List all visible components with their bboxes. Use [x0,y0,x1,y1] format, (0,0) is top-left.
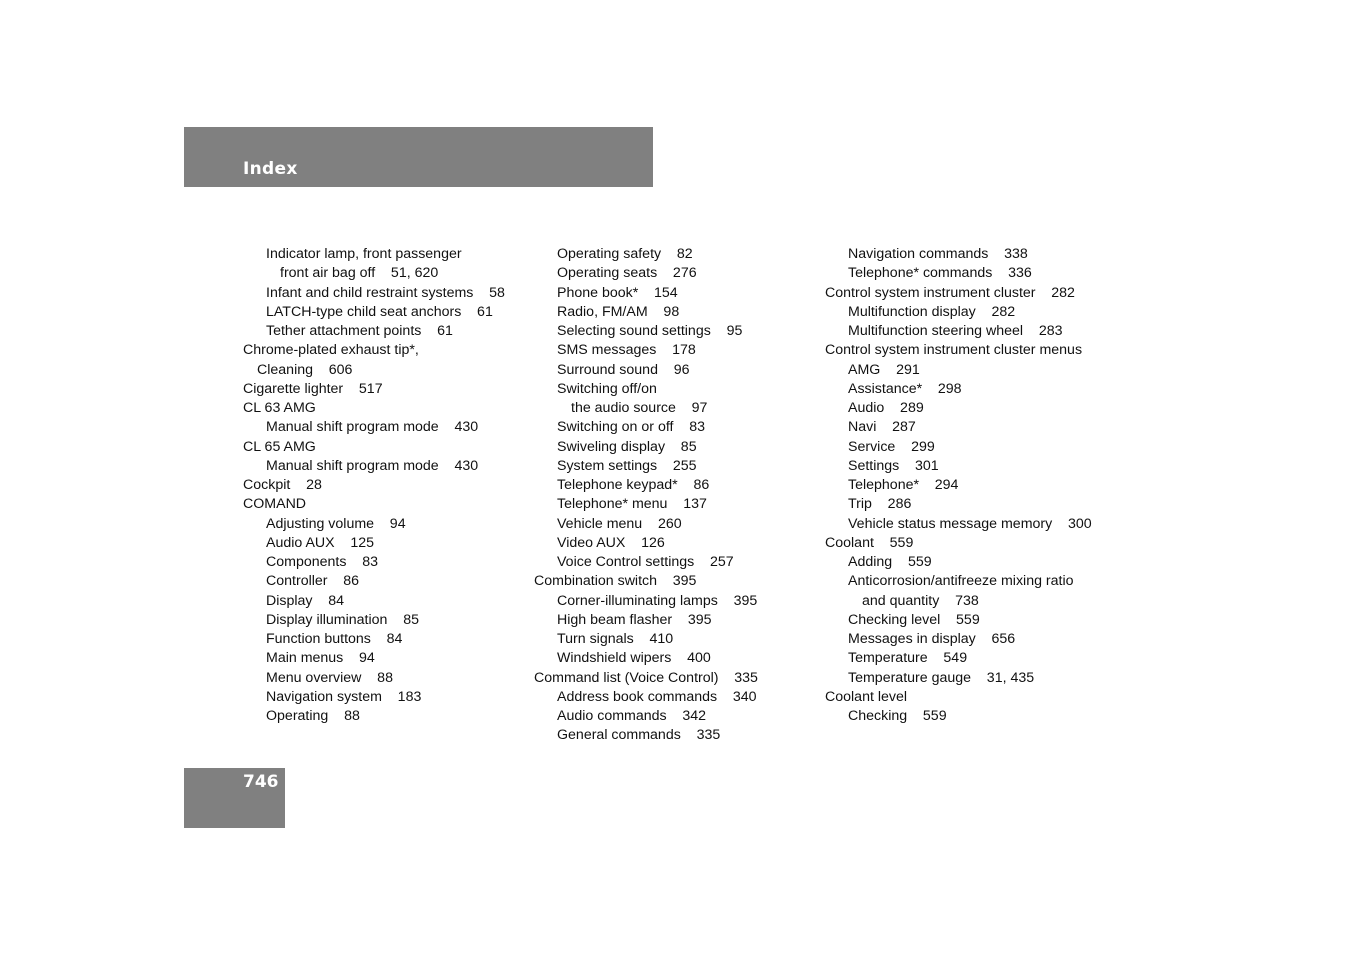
index-column-1 [243,245,505,726]
index-subentry: Voice Control settings 257 [557,554,734,570]
index-subentry: Operating 88 [266,708,360,724]
index-subentry: Temperature gauge 31, 435 [848,669,1035,686]
index-subentry: High beam flasher 395 [557,611,712,628]
index-subentry: Temperature 549 [848,650,968,667]
index-subentry: Telephone keypad* 86 [557,477,710,493]
index-entry: CL 63 AMG [243,400,316,416]
header-bar [184,127,653,187]
index-subentry: Multifunction steering wheel 283 [848,323,1063,339]
index-subentry: Operating safety 82 [557,246,693,262]
index-subentry: Video AUX 126 [557,534,665,551]
index-subentry: Vehicle menu 260 [557,515,682,532]
index-subentry: Windshield wipers 400 [557,650,711,667]
page-title: Index [243,159,298,179]
index-subentry: Settings 301 [848,457,939,474]
index-entry: Cigarette lighter 517 [243,380,383,397]
index-column-2 [534,245,758,746]
index-subentry: and quantity 738 [862,592,979,609]
index-subentry: Swiveling display 85 [557,438,697,455]
index-subentry: Corner-illuminating lamps 395 [557,592,758,609]
index-subentry: Navigation system 183 [266,688,422,705]
index-subentry: Display 84 [266,592,345,609]
index-subentry: Checking 559 [848,708,947,724]
index-subentry: Turn signals 410 [557,631,674,647]
index-subentry: Radio, FM/AM 98 [557,303,680,320]
index-subentry: LATCH-type child seat anchors 61 [266,303,493,320]
index-subentry: Switching on or off 83 [557,419,706,436]
index-entry: Coolant 559 [825,534,914,551]
index-subentry: the audio source 97 [571,400,708,416]
index-subentry: Navi 287 [848,419,916,436]
index-subentry: Audio 289 [848,400,924,416]
index-subentry: Adding 559 [848,554,932,570]
page-number: 746 [243,772,279,792]
index-subentry: Anticorrosion/antifreeze mixing ratio [848,573,1074,590]
index-subentry: Infant and child restraint systems 58 [266,284,505,301]
index-subentry: Trip 286 [848,496,912,513]
index-subentry: Audio AUX 125 [266,534,375,551]
index-subentry: Operating seats 276 [557,265,697,282]
index-subentry: SMS messages 178 [557,342,696,359]
index-subentry: Indicator lamp, front passenger [266,246,462,262]
index-subentry: Selecting sound settings 95 [557,323,743,339]
index-subentry: Telephone* 294 [848,477,959,493]
index-subentry: Main menus 94 [266,650,375,667]
page-number-box [184,768,285,828]
index-subentry: General commands 335 [557,727,721,744]
index-subentry: Checking level 559 [848,611,980,628]
index-subentry: Cleaning 606 [257,361,353,378]
index-entry: Control system instrument cluster menus [825,342,1083,359]
index-subentry: Phone book* 154 [557,284,678,301]
index-entry: Cockpit 28 [243,477,322,493]
index-subentry: Service 299 [848,438,935,455]
index-entry: CL 65 AMG [243,438,316,455]
index-entry: Combination switch 395 [534,573,697,590]
index-subentry: Manual shift program mode 430 [266,419,479,436]
index-subentry: Components 83 [266,554,378,570]
index-subentry: Address book commands 340 [557,688,757,705]
index-subentry: Messages in display 656 [848,631,1016,647]
index-entry: Chrome-plated exhaust tip*, [243,342,419,359]
index-entry: Control system instrument cluster 282 [825,284,1075,301]
index-subentry: Surround sound 96 [557,361,690,378]
index-subentry: Vehicle status message memory 300 [848,515,1092,532]
index-subentry: Telephone* commands 336 [848,265,1032,282]
index-subentry: System settings 255 [557,457,697,474]
index-column-3 [825,245,1092,726]
index-subentry: Assistance* 298 [848,380,962,397]
index-entry: COMAND [243,496,307,513]
index-subentry: Telephone* menu 137 [557,496,707,513]
index-subentry: Navigation commands 338 [848,246,1028,262]
index-subentry: front air bag off 51, 620 [280,265,439,282]
index-subentry: Function buttons 84 [266,631,403,647]
index-subentry: Display illumination 85 [266,611,419,628]
index-subentry: Manual shift program mode 430 [266,457,479,474]
index-subentry: Multifunction display 282 [848,303,1016,320]
index-subentry: Menu overview 88 [266,669,393,686]
index-subentry: Adjusting volume 94 [266,515,406,532]
index-subentry: AMG 291 [848,361,920,378]
index-entry: Command list (Voice Control) 335 [534,669,758,686]
index-subentry: Tether attachment points 61 [266,323,453,339]
index-subentry: Switching off/on [557,380,657,397]
index-subentry: Audio commands 342 [557,708,707,724]
index-entry: Coolant level [825,688,908,705]
index-subentry: Controller 86 [266,573,360,590]
